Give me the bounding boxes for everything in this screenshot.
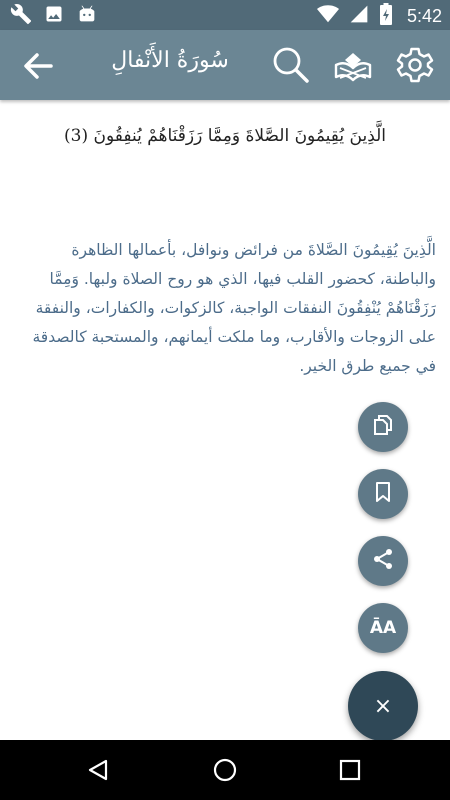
share-icon	[371, 547, 395, 575]
nav-back-icon[interactable]	[84, 755, 114, 785]
copy-button[interactable]	[358, 402, 408, 452]
image-icon	[44, 4, 64, 28]
tafsir-text: الَّذِينَ يُقِيمُونَ الصَّلاةَ من فرائض ونوافل، بأعمالها الظاهرة والباطنة، كحضور القلب فيها، الذي هو روح الصلاة ولبها. وَمِمَّا رَزَقْنَاهُمْ يُنْفِقُونَ النفقات الواجبة، كالزكوات، والكفارات، والنفقة على الزوجات والأقارب، وما ملكت أيمانهم، والمستحبة كالصدقة في جميع طرق الخير.	[32, 241, 436, 375]
status-bar-notifications	[10, 3, 98, 29]
nav-home-icon[interactable]	[210, 755, 240, 785]
wifi-icon	[317, 3, 339, 29]
app-bar	[0, 30, 450, 100]
bookmark-icon	[371, 480, 395, 508]
settings-icon[interactable]	[394, 44, 436, 86]
font-size-icon: ĀA	[369, 618, 397, 638]
close-menu-button[interactable]	[348, 671, 418, 741]
page-title: سُورَةُ الأَنْفالِ	[111, 48, 229, 73]
battery-charging-icon	[379, 3, 393, 29]
nav-recents-icon[interactable]	[335, 755, 365, 785]
close-icon: ×	[373, 693, 393, 719]
status-bar-system	[317, 3, 442, 29]
quran-icon[interactable]	[332, 44, 374, 86]
bookmark-button[interactable]	[358, 469, 408, 519]
font-size-button[interactable]	[358, 603, 408, 653]
copy-icon	[371, 413, 395, 441]
search-icon[interactable]	[270, 44, 312, 86]
back-arrow-icon[interactable]	[18, 46, 58, 86]
clock: 5:42	[406, 5, 442, 26]
status-bar	[0, 0, 450, 30]
wrench-icon	[10, 3, 32, 29]
navigation-bar	[0, 740, 450, 800]
verse-text: الَّذِينَ يُقِيمُونَ الصَّلاةَ وَمِمَّا رَزَقْنَاهُمْ يُنفِقُونَ (3)	[63, 126, 387, 146]
android-icon	[76, 3, 98, 29]
share-button[interactable]	[358, 536, 408, 586]
signal-icon	[349, 4, 369, 28]
